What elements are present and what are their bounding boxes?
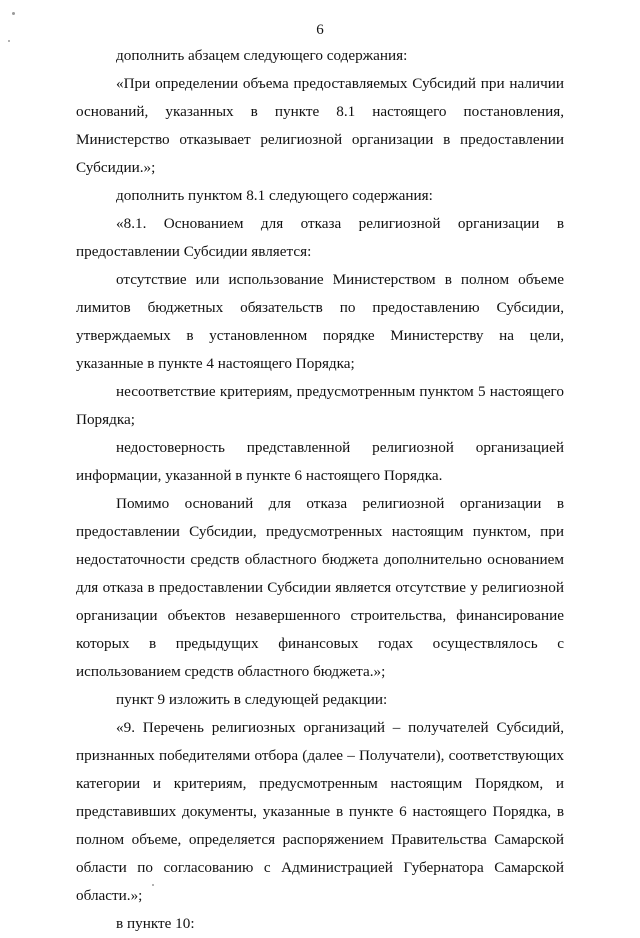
paragraph: Помимо оснований для отказа религиозной организации в предоставлении Субсидии, предусмотренных настоящим пунктом, при недостаточности средств областного бюджета дополнительно основанием для отказа в предоставлении Субсидии является отсутствие у религиозной организации объектов незавершенного строительства, финансирование которых в предыдущих финансовых годах осуществлялось с использованием средств областного бюджета.»; [76, 495, 564, 680]
paragraph: отсутствие или использование Министерством в полном объеме лимитов бюджетных обязательств по предоставлению Субсидии, утверждаемых в установленном порядке Министерству на цели, указанные в пункте 4 настоящего Порядка; [76, 271, 564, 372]
paragraph: «8.1. Основанием для отказа религиозной организации в предоставлении Субсидии является: [76, 215, 564, 260]
page-number: 6 [316, 22, 324, 38]
paragraph: в пункте 10: [116, 915, 195, 932]
scan-speck [12, 12, 15, 15]
paragraph: несоответствие критериям, предусмотренным пунктом 5 настоящего Порядка; [76, 383, 564, 428]
paragraph: пункт 9 изложить в следующей редакции: [116, 691, 388, 708]
document-body [76, 42, 564, 938]
paragraph: дополнить абзацем следующего содержания: [116, 47, 408, 64]
scan-speck [8, 40, 10, 42]
paragraph: «При определении объема предоставляемых Субсидий при наличии оснований, указанных в пункте 8.1 настоящего постановления, Министерство отказывает религиозной организации в предоставлении Субсидии.»; [76, 75, 564, 176]
paragraph: «9. Перечень религиозных организаций – получателей Субсидий, признанных победителями отбора (далее – Получатели), соответствующих категории и критериям, предусмотренным настоящим Порядком, и представивших документы, указанные в пункте 6 настоящего Порядка, в полном объеме, определяется распоряжением Правительства Самарской области по согласованию с Администрацией Губернатора Самарской области.»; [76, 719, 564, 904]
paragraph: недостоверность представленной религиозной организацией информации, указанной в пункте 6 настоящего Порядка. [76, 439, 564, 484]
paragraph: дополнить пунктом 8.1 следующего содержания: [116, 187, 433, 204]
